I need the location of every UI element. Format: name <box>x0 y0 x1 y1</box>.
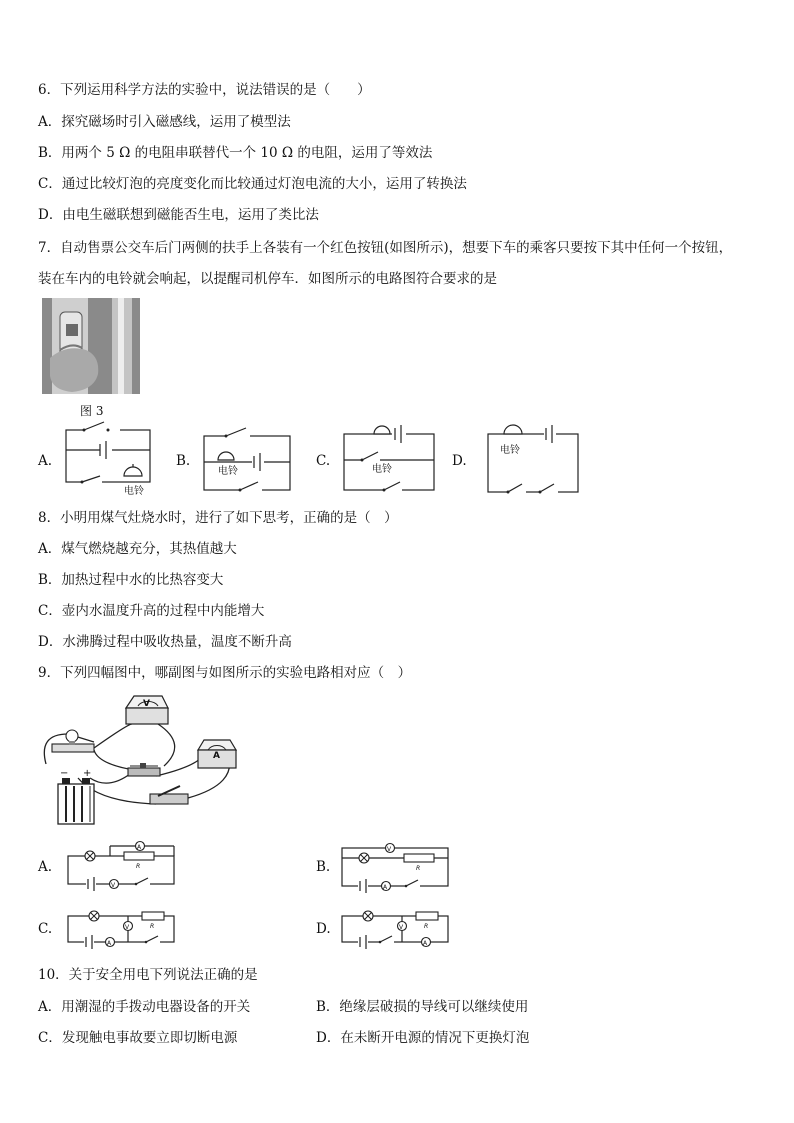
q9-d-ammeter: A <box>423 940 428 947</box>
q9-circuit-d <box>340 910 452 946</box>
q7-figure-caption: 图 3 <box>80 404 104 418</box>
q6-option-a[interactable]: A．探究磁场时引入磁感线，运用了模型法 <box>38 114 291 130</box>
q9-experiment-illustration <box>38 694 250 830</box>
q7-d-bell-label: 电铃 <box>500 445 520 456</box>
q9-stem: 9．下列四幅图中，哪副图与如图所示的实验电路相对应（ ） <box>38 665 412 681</box>
q9-a-voltmeter: V <box>111 882 116 889</box>
q8-option-b[interactable]: B．加热过程中水的比热容变大 <box>38 572 224 588</box>
q9-b-voltmeter: V <box>387 846 392 853</box>
q9-ammeter-symbol: A <box>213 751 220 761</box>
svg-text:−: − <box>60 768 69 779</box>
q9-c-ammeter: A <box>107 940 112 947</box>
q8-option-a[interactable]: A．煤气燃烧越充分，其热值越大 <box>38 541 237 557</box>
q10-stem: 10．关于安全用电下列说法正确的是 <box>38 967 258 983</box>
q7-circuit-c <box>340 424 436 494</box>
q7-option-d-label[interactable]: D. <box>452 453 467 469</box>
q6-option-c[interactable]: C．通过比较灯泡的亮度变化而比较通过灯泡电流的大小，运用了转换法 <box>38 176 467 192</box>
q9-d-resistor: R <box>424 923 429 930</box>
q7-option-c-label[interactable]: C. <box>316 453 331 469</box>
q7-a-bell-label: 电铃 <box>124 486 144 497</box>
q6-option-d[interactable]: D．由电生磁联想到磁能否生电，运用了类比法 <box>38 207 319 223</box>
q9-a-resistor: R <box>136 863 141 870</box>
q7-option-a-label[interactable]: A. <box>38 453 53 469</box>
q8-option-d[interactable]: D．水沸腾过程中吸收热量，温度不断升高 <box>38 634 292 650</box>
q9-a-ammeter: A <box>137 844 142 851</box>
q9-option-a-label[interactable]: A. <box>38 859 53 875</box>
q9-d-voltmeter: V <box>399 924 404 931</box>
q9-b-resistor: R <box>416 865 421 872</box>
q9-circuit-a <box>66 842 178 888</box>
q9-circuit-b <box>340 842 452 890</box>
q7-option-b-label[interactable]: B. <box>176 453 191 469</box>
q7-circuit-a <box>62 424 158 496</box>
q9-voltmeter-symbol: V <box>143 699 150 709</box>
q6-stem: 6．下列运用科学方法的实验中，说法错误的是（ ） <box>38 82 371 98</box>
q8-option-c[interactable]: C．壶内水温度升高的过程中内能增大 <box>38 603 265 619</box>
q7-c-bell-label: 电铃 <box>372 464 392 475</box>
q9-c-voltmeter: V <box>125 924 130 931</box>
q6-option-b[interactable]: B．用两个 5 Ω 的电阻串联替代一个 10 Ω 的电阻，运用了等效法 <box>38 145 433 161</box>
bus-button-photo <box>42 298 140 394</box>
q7-stem-line1: 7．自动售票公交车后门两侧的扶手上各装有一个红色按钮(如图所示)，想要下车的乘客只要按下其中任何一个按钮， <box>38 240 733 256</box>
q8-stem: 8．小明用煤气灶烧水时，进行了如下思考，正确的是（ ） <box>38 510 398 526</box>
q7-circuit-d <box>486 422 582 496</box>
q9-option-d-label[interactable]: D. <box>316 921 331 937</box>
q9-b-ammeter: A <box>383 884 388 891</box>
q7-b-bell-label: 电铃 <box>218 466 238 477</box>
q7-stem-line2: 装在车内的电铃就会响起，以提醒司机停车．如图所示的电路图符合要求的是 <box>38 271 497 287</box>
q9-c-resistor: R <box>150 923 155 930</box>
q10-option-b[interactable]: B．绝缘层破损的导线可以继续使用 <box>316 999 529 1015</box>
q10-option-c[interactable]: C．发现触电事故要立即切断电源 <box>38 1030 238 1046</box>
q9-option-b-label[interactable]: B. <box>316 859 331 875</box>
svg-text:+: + <box>83 768 92 779</box>
q7-circuit-b <box>200 426 296 494</box>
q9-circuit-c <box>66 910 178 946</box>
q10-option-d[interactable]: D．在未断开电源的情况下更换灯泡 <box>316 1030 530 1046</box>
q9-option-c-label[interactable]: C. <box>38 921 53 937</box>
q10-option-a[interactable]: A．用潮湿的手拨动电器设备的开关 <box>38 999 251 1015</box>
